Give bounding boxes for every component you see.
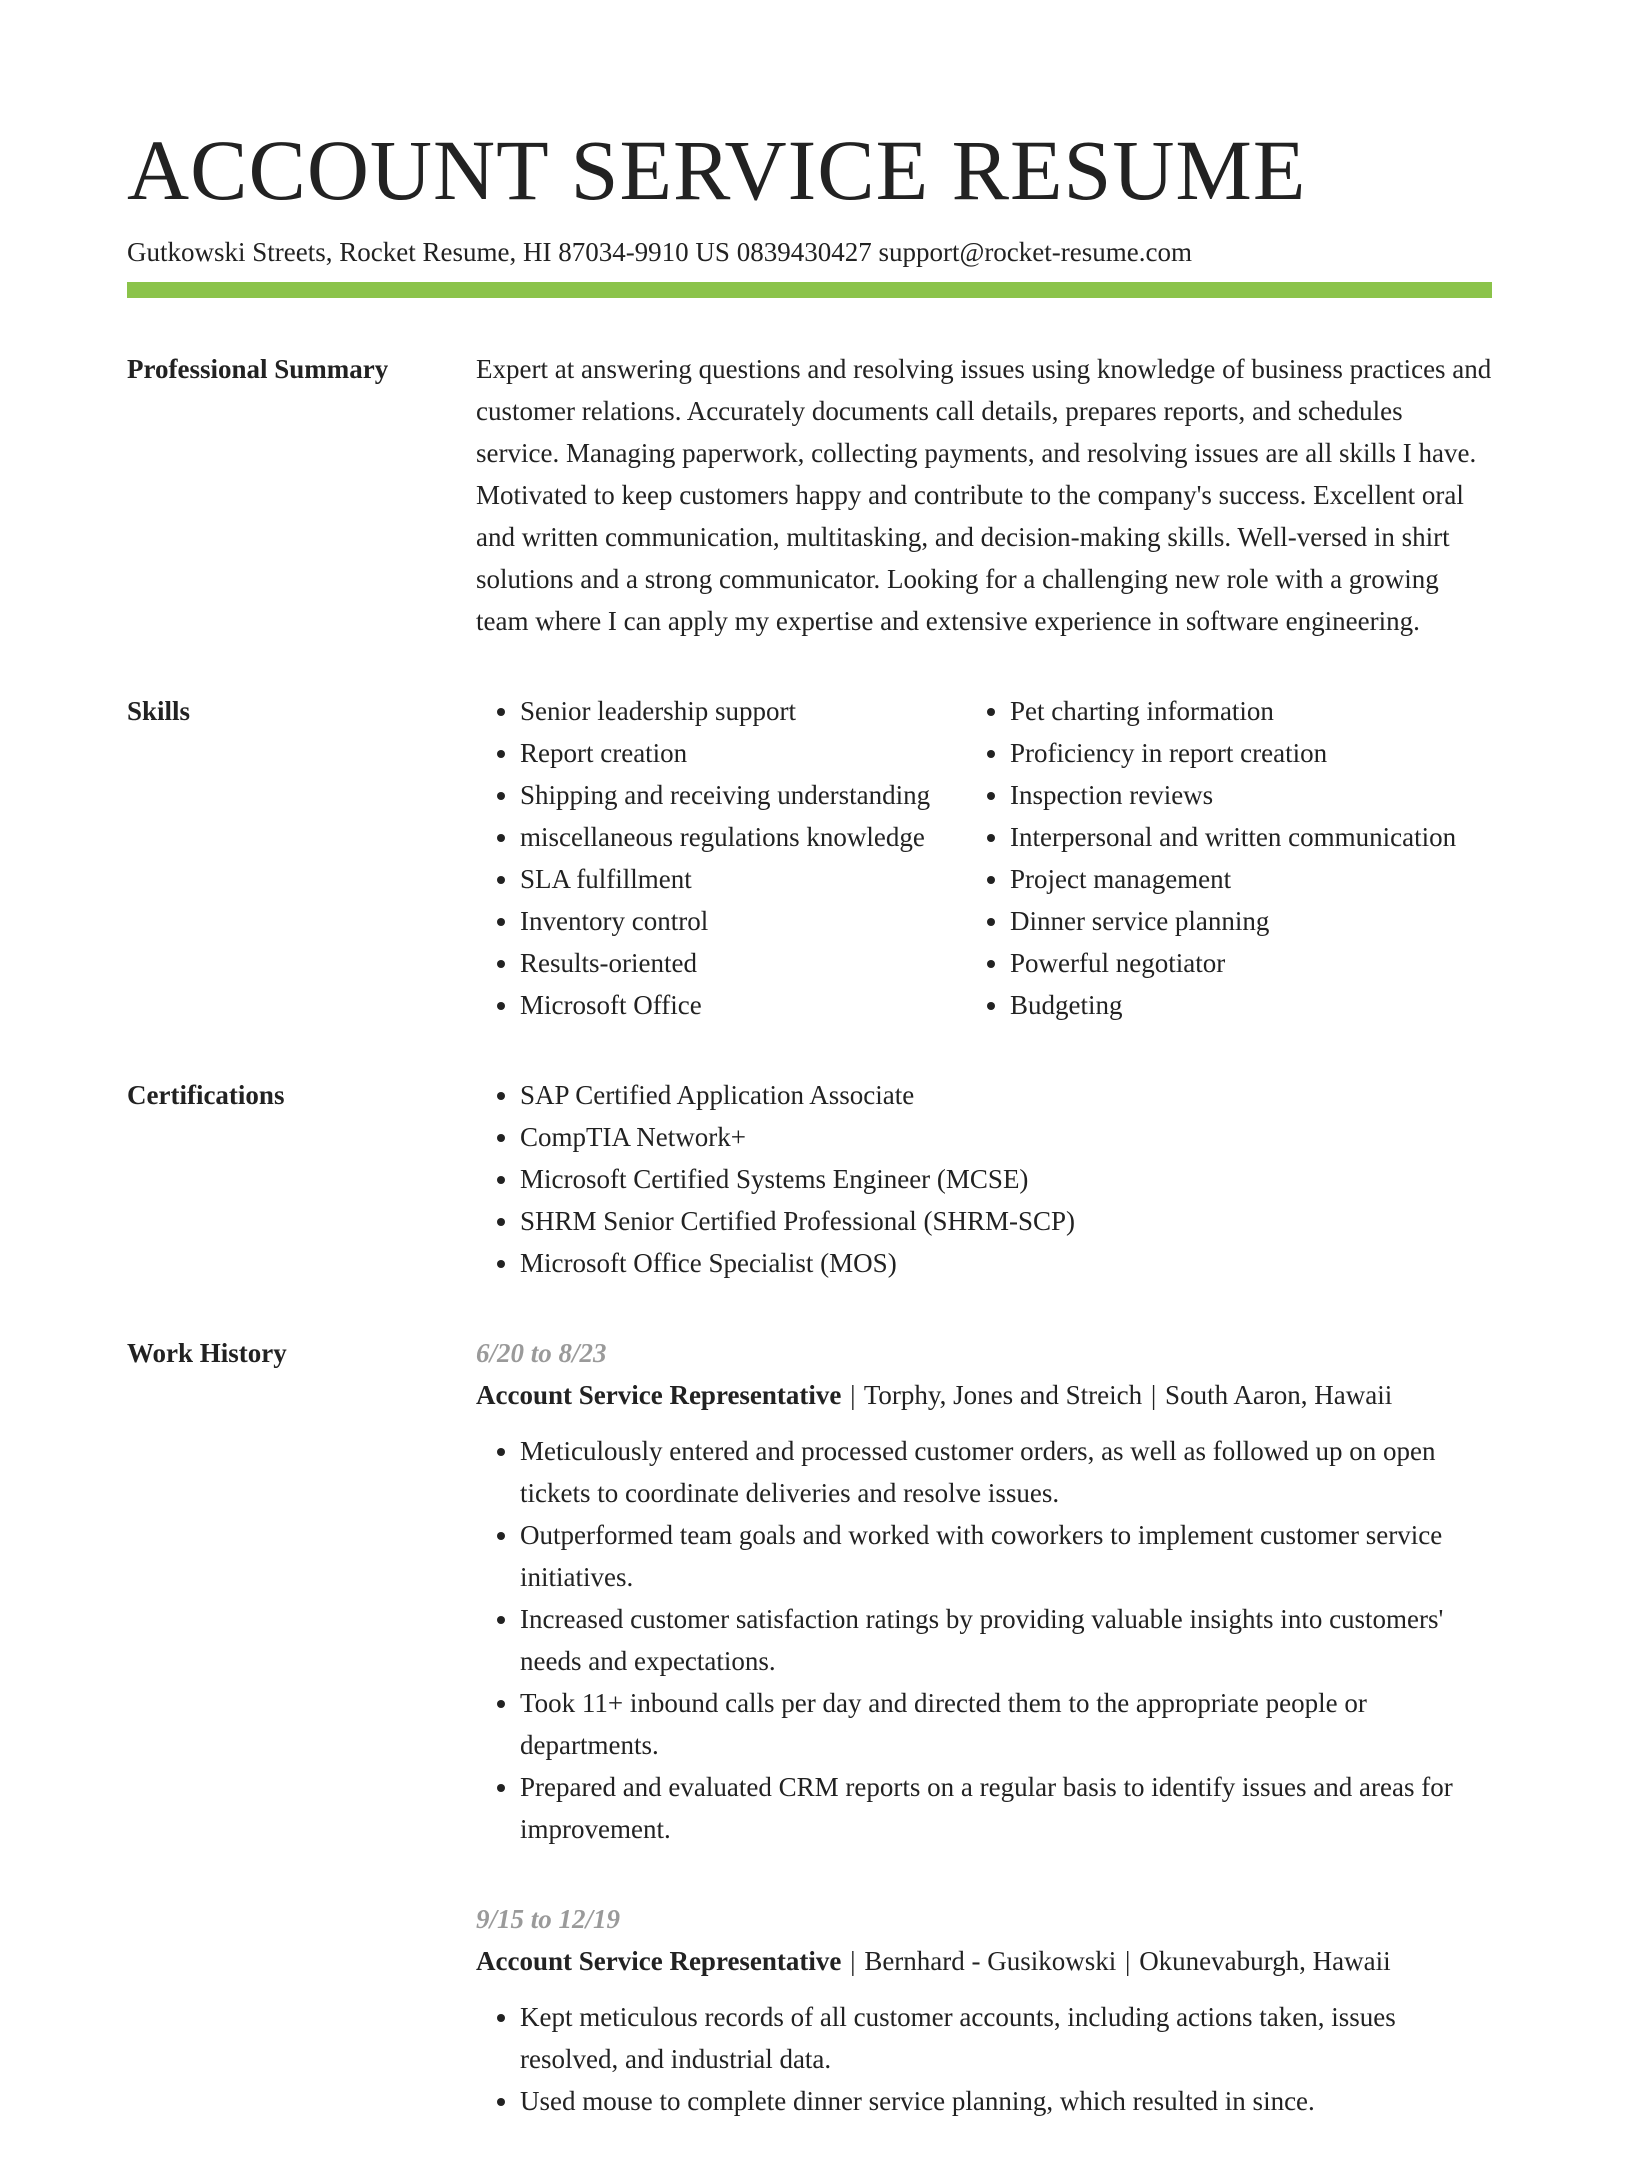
skill-item: • Proficiency in report creation [1010, 732, 1492, 774]
separator: | [1125, 1946, 1131, 1976]
work-history-section [127, 1332, 1492, 2170]
contact-address: Gutkowski Streets, Rocket Resume, HI 87034-9910 US [127, 237, 730, 267]
skill-item: • Senior leadership support [520, 690, 976, 732]
job-header [476, 1940, 1492, 1982]
contact-email[interactable]: support@rocket-resume.com [878, 237, 1192, 267]
job-location: South Aaron, Hawaii [1165, 1380, 1393, 1410]
header-accent-rule [127, 282, 1492, 298]
job-duty: • Prepared and evaluated CRM reports on a regular basis to identify issues and areas for improvement. [520, 1766, 1492, 1850]
skill-item: • Dinner service planning [1010, 900, 1492, 942]
certifications-section [127, 1074, 1492, 1284]
skills-heading: Skills [127, 696, 191, 726]
job-company: Bernhard - Gusikowski [864, 1946, 1117, 1976]
certifications-heading: Certifications [127, 1080, 285, 1110]
job-title: Account Service Representative [476, 1946, 842, 1976]
job-duty: • Increased customer satisfaction ratings by providing valuable insights into customers' needs and expectations. [520, 1598, 1492, 1682]
skill-item: • Interpersonal and written communication [1010, 816, 1492, 858]
skill-item: • Shipping and receiving understanding [520, 774, 976, 816]
skill-item: • Pet charting information [1010, 690, 1492, 732]
skill-item: • Report creation [520, 732, 976, 774]
certification-item: • Microsoft Certified Systems Engineer (MCSE) [520, 1158, 1492, 1200]
certification-item: • SAP Certified Application Associate [520, 1074, 1492, 1116]
skill-item: • SLA fulfillment [520, 858, 976, 900]
contact-phone: 0839430427 [736, 237, 872, 267]
skills-list-right [976, 690, 1492, 1026]
job-duty: • Meticulously entered and processed customer orders, as well as followed up on open tickets to coordinate deliveries and resolve issues. [520, 1430, 1492, 1514]
separator: | [850, 1946, 856, 1976]
contact-line [127, 234, 1492, 270]
job-entry [476, 1898, 1492, 2122]
job-duty: • Outperformed team goals and worked with coworkers to implement customer service initiatives. [520, 1514, 1492, 1598]
skill-item: • Project management [1010, 858, 1492, 900]
separator: | [1150, 1380, 1157, 1410]
skill-item: • Inspection reviews [1010, 774, 1492, 816]
summary-section [127, 348, 1492, 642]
skills-section [127, 690, 1492, 1026]
certifications-list [476, 1074, 1492, 1284]
summary-text: Expert at answering questions and resolving issues using knowledge of business practices and customer relations. Accurately documents call details, prepares reports, and schedules service. Managing paperwork, collecting payments, and resolving issues are all skills I have. Motivated to keep customers happy and contribute to the company's success. Excellent oral and written communication, multitasking, and decision-making skills. Well-versed in shirt solutions and a strong communicator. Looking for a challenging new role with a growing team where I can apply my expertise and extensive experience in software engineering. [476, 354, 1492, 636]
separator: | [850, 1380, 856, 1410]
job-dates: 6/20 to 8/23 [476, 1338, 607, 1368]
skill-item: • miscellaneous regulations knowledge [520, 816, 976, 858]
job-duty: • Kept meticulous records of all customer accounts, including actions taken, issues resolved, and industrial data. [520, 1996, 1492, 2080]
skill-item: • Powerful negotiator [1010, 942, 1492, 984]
job-duty: • Used mouse to complete dinner service planning, which resulted in since. [520, 2080, 1492, 2122]
work-history-heading: Work History [127, 1338, 287, 1368]
job-duties-list [476, 1996, 1492, 2122]
skill-item: • Results-oriented [520, 942, 976, 984]
job-company: Torphy, Jones and Streich [863, 1380, 1143, 1410]
certification-item: • SHRM Senior Certified Professional (SHRM-SCP) [520, 1200, 1492, 1242]
skills-list-left [476, 690, 976, 1026]
job-dates: 9/15 to 12/19 [476, 1904, 621, 1934]
skill-item: • Microsoft Office [520, 984, 976, 1026]
summary-heading: Professional Summary [127, 354, 389, 384]
skill-item: • Inventory control [520, 900, 976, 942]
resume-page [127, 120, 1492, 2170]
resume-title: ACCOUNT SERVICE RESUME [127, 122, 1307, 218]
job-duty: • Took 11+ inbound calls per day and directed them to the appropriate people or departments. [520, 1682, 1492, 1766]
job-header [476, 1374, 1492, 1416]
job-duties-list [476, 1430, 1492, 1850]
certification-item: • CompTIA Network+ [520, 1116, 1492, 1158]
job-location: Okunevaburgh, Hawaii [1139, 1946, 1391, 1976]
job-entry [476, 1332, 1492, 1850]
job-title: Account Service Representative [476, 1380, 842, 1410]
certification-item: • Microsoft Office Specialist (MOS) [520, 1242, 1492, 1284]
skill-item: • Budgeting [1010, 984, 1492, 1026]
